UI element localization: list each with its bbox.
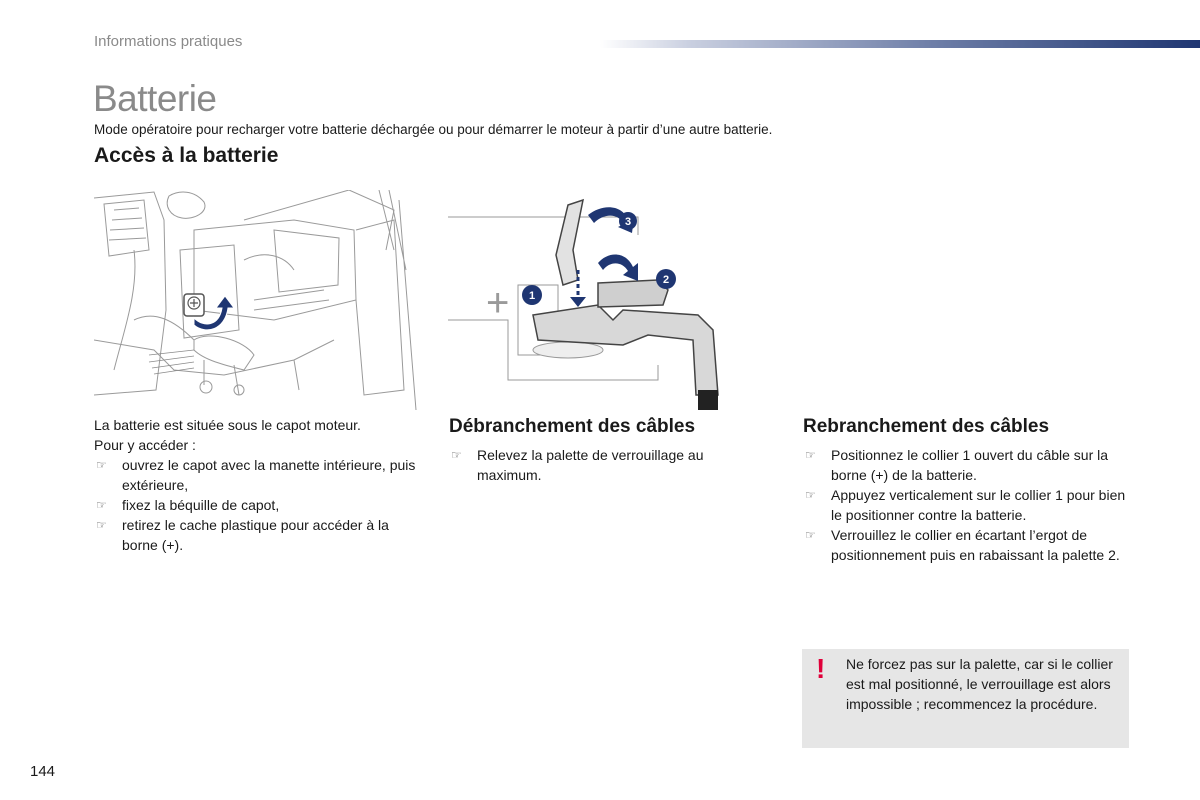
access-heading: Accès à la batterie (94, 144, 279, 167)
list-item: ☞ Appuyez verticalement sur le collier 1 pour bien le positionner contre la batterie. (805, 487, 1126, 523)
page-number: 144 (30, 763, 56, 780)
access-line-1: La batterie est située sous le capot moteur. (94, 417, 361, 433)
reconnect-heading: Rebranchement des câbles (803, 416, 1050, 437)
label-3: 3 (624, 216, 632, 228)
list-item: ☞ Positionnez le collier 1 ouvert du câble sur la borne (+) de la batterie. (805, 447, 1109, 483)
hand-pointer-icon: ☞ (96, 458, 107, 472)
intro-text: Mode opératoire pour recharger votre batterie déchargée ou pour démarrer le moteur à partir d’une autre batterie. (94, 122, 773, 137)
label-2: 2 (662, 274, 670, 286)
reconnect-list (803, 445, 1133, 565)
exclamation-icon: ! (816, 653, 826, 684)
hand-pointer-icon: ☞ (96, 518, 107, 532)
section-label: Informations pratiques (94, 33, 243, 50)
hand-pointer-icon: ☞ (805, 448, 816, 462)
disconnect-text-block (449, 445, 739, 485)
hand-pointer-icon: ☞ (805, 528, 816, 542)
access-list (94, 455, 424, 555)
page-title: Batterie (93, 78, 217, 119)
hand-pointer-icon: ☞ (805, 488, 816, 502)
reconnect-text-block (803, 445, 1133, 565)
list-item: ☞ retirez le cache plastique pour accéder à la borne (+). (96, 517, 389, 553)
list-item: ☞ Relevez la palette de verrouillage au maximum. (451, 447, 704, 483)
hand-pointer-icon: ☞ (451, 448, 462, 462)
list-item: ☞ Verrouillez le collier en écartant l’ergot de positionnement puis en rabaissant la palette 2. (805, 527, 1120, 563)
disconnect-list (449, 445, 739, 485)
hand-pointer-icon: ☞ (96, 498, 107, 512)
disconnect-heading: Débranchement des câbles (449, 416, 696, 437)
engine-bay-illustration (94, 190, 418, 410)
warning-box (802, 649, 1129, 748)
header-gradient-bar (600, 40, 1200, 48)
list-item: ☞ ouvrez le capot avec la manette intérieure, puis extérieure, (96, 457, 416, 493)
access-text-block (94, 415, 424, 555)
clamp-diagram (448, 195, 738, 410)
warning-text: Ne forcez pas sur la palette, car si le collier est mal positionné, le verrouillage est alors impossible ; recommencez la procédure. (846, 656, 1113, 712)
plus-sign: + (486, 281, 510, 325)
list-item: ☞ fixez la béquille de capot, (96, 497, 280, 513)
label-1: 1 (528, 290, 536, 302)
access-line-2: Pour y accéder : (94, 437, 196, 453)
curved-arrow-icon (598, 254, 638, 281)
